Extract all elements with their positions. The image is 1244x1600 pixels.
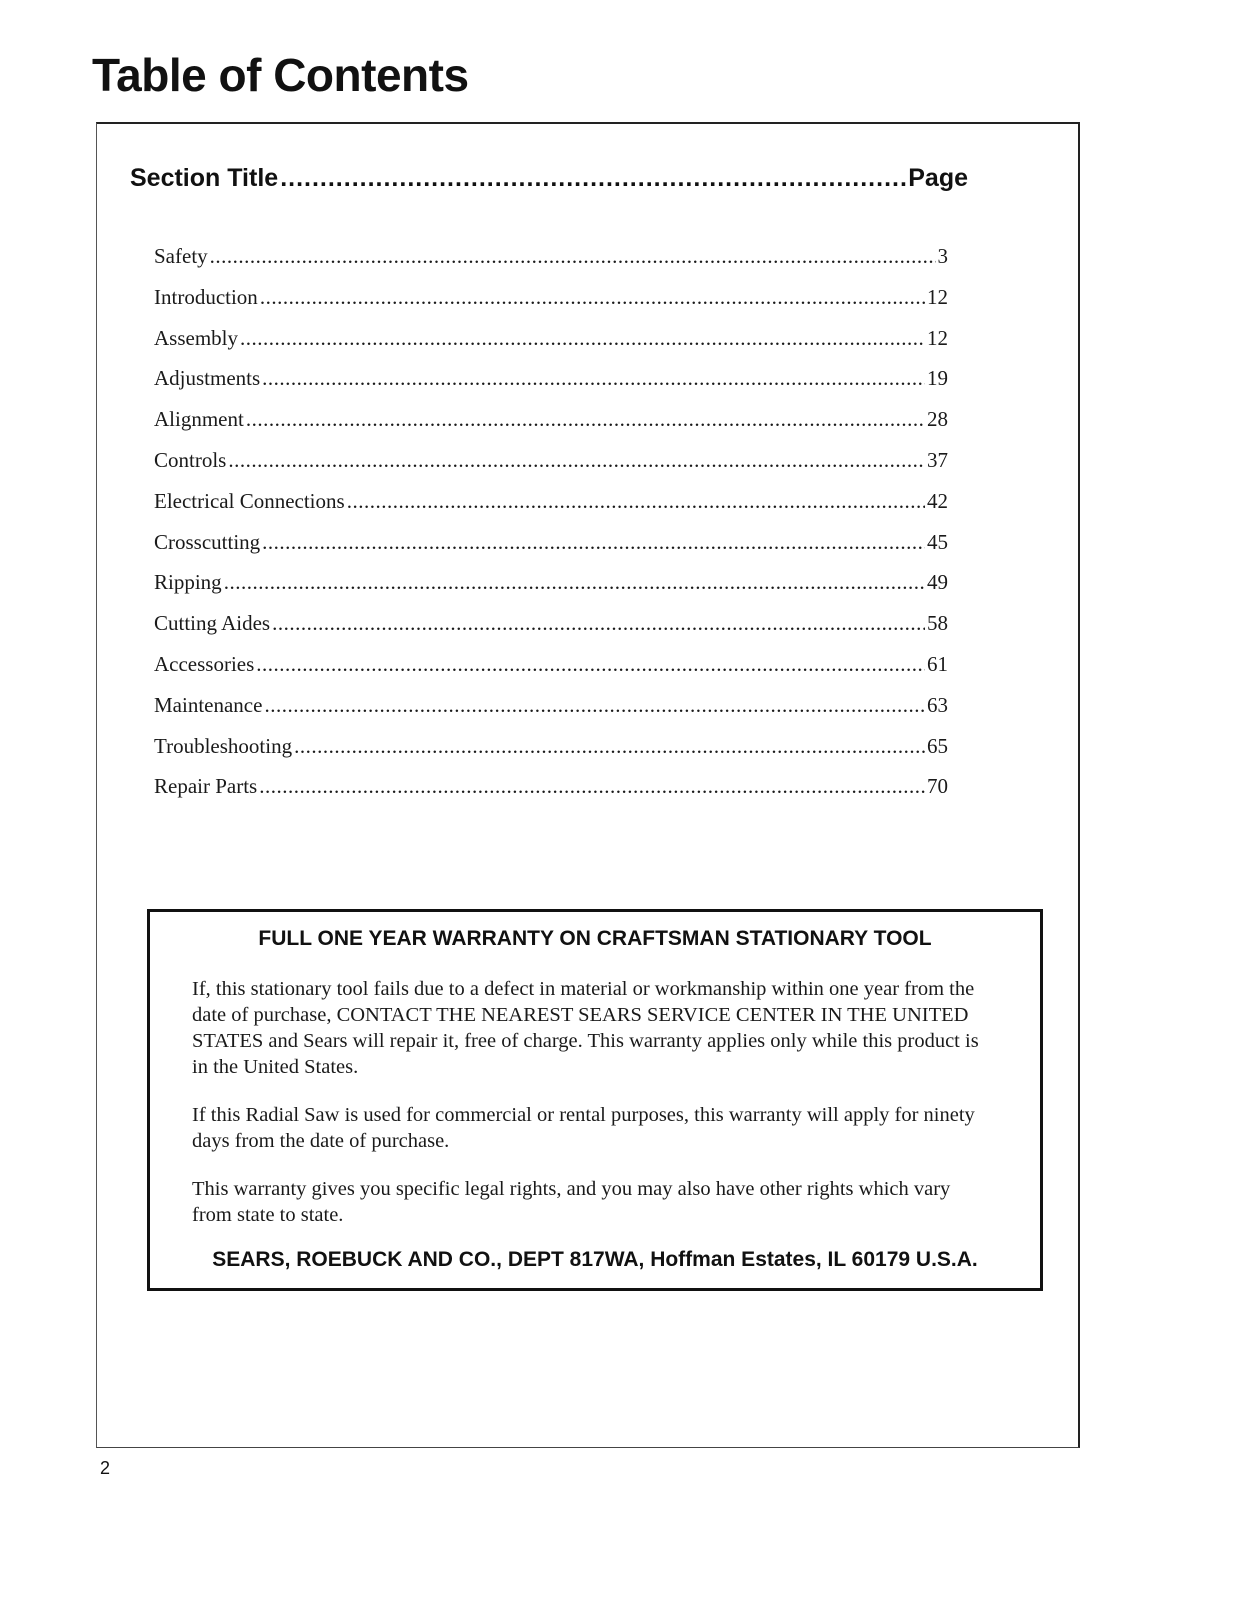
toc-entry xyxy=(154,734,948,775)
dot-leader xyxy=(262,366,925,391)
toc-entry-page: 45 xyxy=(927,529,948,554)
toc-entry xyxy=(154,489,948,530)
toc-entry-page: 28 xyxy=(927,407,948,432)
toc-entry-page: 61 xyxy=(927,651,948,676)
toc-entry-label: Adjustments xyxy=(154,366,261,391)
toc-entry xyxy=(154,611,948,652)
warranty-box xyxy=(147,909,1043,1291)
toc-entry-page: 70 xyxy=(927,774,948,799)
toc-entry-page: 42 xyxy=(927,488,948,513)
dot-leader xyxy=(259,774,925,799)
toc-entry-page: 12 xyxy=(927,284,948,309)
toc-entry-page: 65 xyxy=(927,733,948,758)
dot-leader xyxy=(260,285,925,310)
toc-entry-label: Ripping xyxy=(154,570,222,595)
warranty-address: SEARS, ROEBUCK AND CO., DEPT 817WA, Hoffman Estates, IL 60179 U.S.A. xyxy=(212,1248,978,1271)
toc-entry xyxy=(154,570,948,611)
toc-entry-page: 49 xyxy=(927,570,948,595)
dot-leader xyxy=(294,734,925,759)
dot-leader xyxy=(280,164,906,193)
toc-header-section-title: Section Title xyxy=(130,164,279,192)
toc-entry-label: Safety xyxy=(154,244,208,268)
toc-list xyxy=(154,244,948,815)
toc-entry-page: 3 xyxy=(937,244,948,268)
toc-entry xyxy=(154,530,948,571)
toc-entry-label: Assembly xyxy=(154,325,238,350)
toc-entry xyxy=(154,693,948,734)
dot-leader xyxy=(246,407,925,432)
toc-entry xyxy=(154,285,948,326)
page-number: 2 xyxy=(100,1458,111,1478)
warranty-paragraph: If this Radial Saw is used for commercial or rental purposes, this warranty will apply for ninety days from the date of purchase. xyxy=(192,1104,975,1152)
toc-entry-label: Crosscutting xyxy=(154,529,261,554)
toc-entry-label: Maintenance xyxy=(154,692,263,717)
toc-entry-page: 19 xyxy=(927,366,948,391)
toc-entry-label: Troubleshooting xyxy=(154,733,293,758)
toc-entry-page: 63 xyxy=(927,692,948,717)
toc-entry xyxy=(154,652,948,693)
page-title: Table of Contents xyxy=(92,49,469,101)
dot-leader xyxy=(224,570,925,595)
toc-entry-label: Alignment xyxy=(154,407,244,432)
warranty-paragraph: This warranty gives you specific legal rights, and you may also have other rights which vary from state to state. xyxy=(192,1178,951,1226)
toc-entry-label: Electrical Connections xyxy=(154,488,345,513)
warranty-paragraph: If, this stationary tool fails due to a defect in material or workmanship within one year from the date of purchase, CONTACT THE NEAREST SEARS SERVICE CENTER IN THE UNITED STATES and Sears will repair it, free of charge. This warranty applies only while this product is in the United States. xyxy=(192,978,979,1078)
toc-entry xyxy=(154,407,948,448)
toc-entry-page: 12 xyxy=(927,325,948,350)
dot-leader xyxy=(240,326,925,351)
dot-leader xyxy=(256,652,925,677)
toc-entry-page: 37 xyxy=(927,447,948,472)
dot-leader xyxy=(228,448,925,473)
dot-leader xyxy=(264,693,925,718)
dot-leader xyxy=(347,489,925,514)
dot-leader xyxy=(262,530,925,555)
toc-entry-page: 58 xyxy=(927,611,948,636)
toc-entry-label: Introduction xyxy=(154,284,258,309)
toc-entry xyxy=(154,244,948,285)
warranty-heading: FULL ONE YEAR WARRANTY ON CRAFTSMAN STATIONARY TOOL xyxy=(258,927,932,950)
toc-header-page: Page xyxy=(908,164,968,192)
toc-entry-label: Cutting Aides xyxy=(154,611,271,636)
dot-leader xyxy=(210,244,936,269)
toc-entry xyxy=(154,448,948,489)
toc-entry-label: Accessories xyxy=(154,651,255,676)
toc-entry-label: Controls xyxy=(154,447,227,472)
toc-entry xyxy=(154,366,948,407)
toc-entry-label: Repair Parts xyxy=(154,774,258,799)
toc-entry xyxy=(154,326,948,367)
dot-leader xyxy=(272,611,925,636)
toc-header xyxy=(130,164,968,193)
toc-entry xyxy=(154,774,948,815)
